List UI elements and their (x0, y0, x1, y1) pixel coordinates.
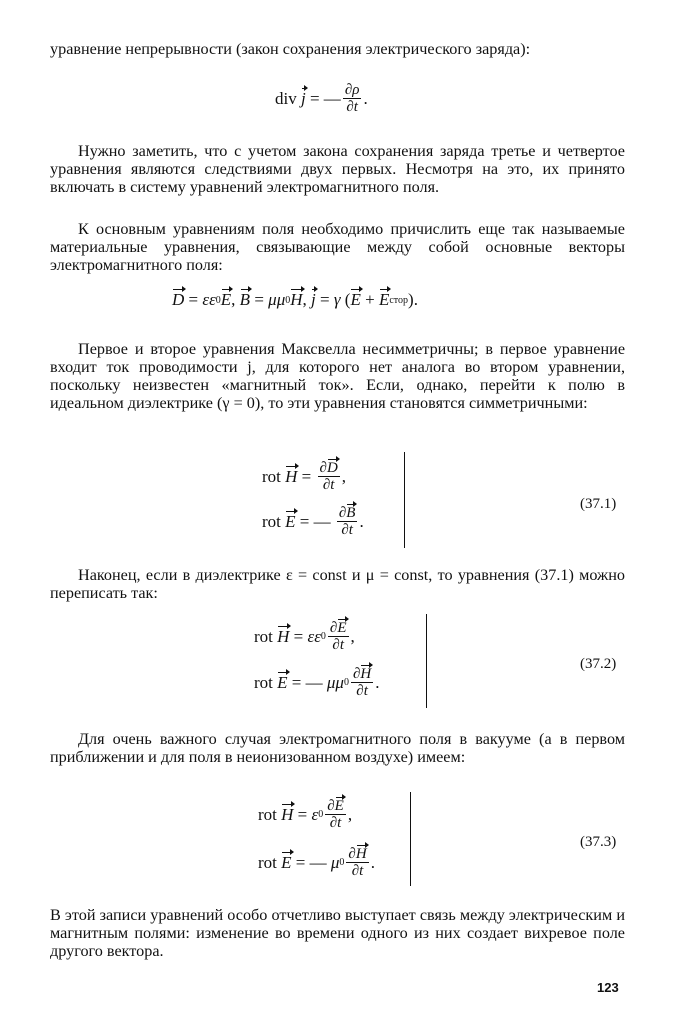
paragraph-symmetry: Первое и второе уравнения Максвелла несимметричны; в первое уравнение входит ток проводимости j, для которого нет аналога во втором уравнении, поскольку неизвестен «магнитный ток». Если, однако, перейти к полю в идеальном диэлектрике (γ = 0), то эти уравнения становятся симметричными: (50, 340, 625, 412)
equation-bracket (426, 614, 427, 708)
equation-37-2-a: rot H = εε 0 $\frac{\partial E}{\partial t}$ , (254, 620, 355, 653)
paragraph-vacuum: Для очень важного случая электромагнитного поля в вакууме (а в первом приближении и для поля в неионизованном воздухе) имеем: (50, 730, 625, 766)
equation-bracket (404, 452, 405, 548)
paragraph-note: Нужно заметить, что с учетом закона сохранения заряда третье и четвертое уравнения являются следствиями двух первых. Несмотря на это, их принято включать в систему уравнений электромагнитного поля. (50, 142, 625, 196)
equation-bracket (410, 792, 411, 886)
equation-37-1-a: rot H = $\frac{\partial D}{\partial t}$ , (262, 460, 347, 493)
equation-37-3-a: rot H = ε 0 $\frac{\partial E}{\partial t}$ , (258, 798, 353, 831)
paragraph-conclusion: В этой записи уравнений особо отчетливо выступает связь между электрическим и магнитным полями: изменение во времени одного из них создает вихревое поле другого вектора. (50, 906, 625, 960)
equation-37-3-b: rot E = — μ 0 $\frac{\partial H}{\partial t}$ . (258, 846, 375, 879)
equation-number-37-2: (37.2) (580, 656, 617, 672)
paragraph-continuity: уравнение непрерывности (закон сохранения электрического заряда): (50, 40, 531, 58)
equation-37-1-b: rot E = — $\frac{\partial B}{\partial t}$ . (262, 505, 364, 538)
equation-number-37-3: (37.3) (580, 834, 617, 850)
paragraph-const: Наконец, если в диэлектрике ε = const и μ = const, то уравнения (37.1) можно переписать так: (50, 566, 625, 602)
paragraph-material: К основным уравнениям поля необходимо причислить еще так называемые материальные уравнения, связывающие между собой основные векторы электромагнитного поля: (50, 220, 625, 274)
equation-material: D = εε 0 E , B = μμ 0 H , j = γ ( E + E стор ). (172, 290, 418, 309)
equation-continuity: div j = — $\frac{\partial\rho}{\partial t}$ . (275, 82, 368, 115)
equation-37-2-b: rot E = — μμ 0 $\frac{\partial H}{\partial t}$ . (254, 666, 380, 699)
equation-number-37-1: (37.1) (580, 496, 617, 512)
div-operator: div (275, 88, 297, 108)
page-number: 123 (597, 980, 619, 995)
